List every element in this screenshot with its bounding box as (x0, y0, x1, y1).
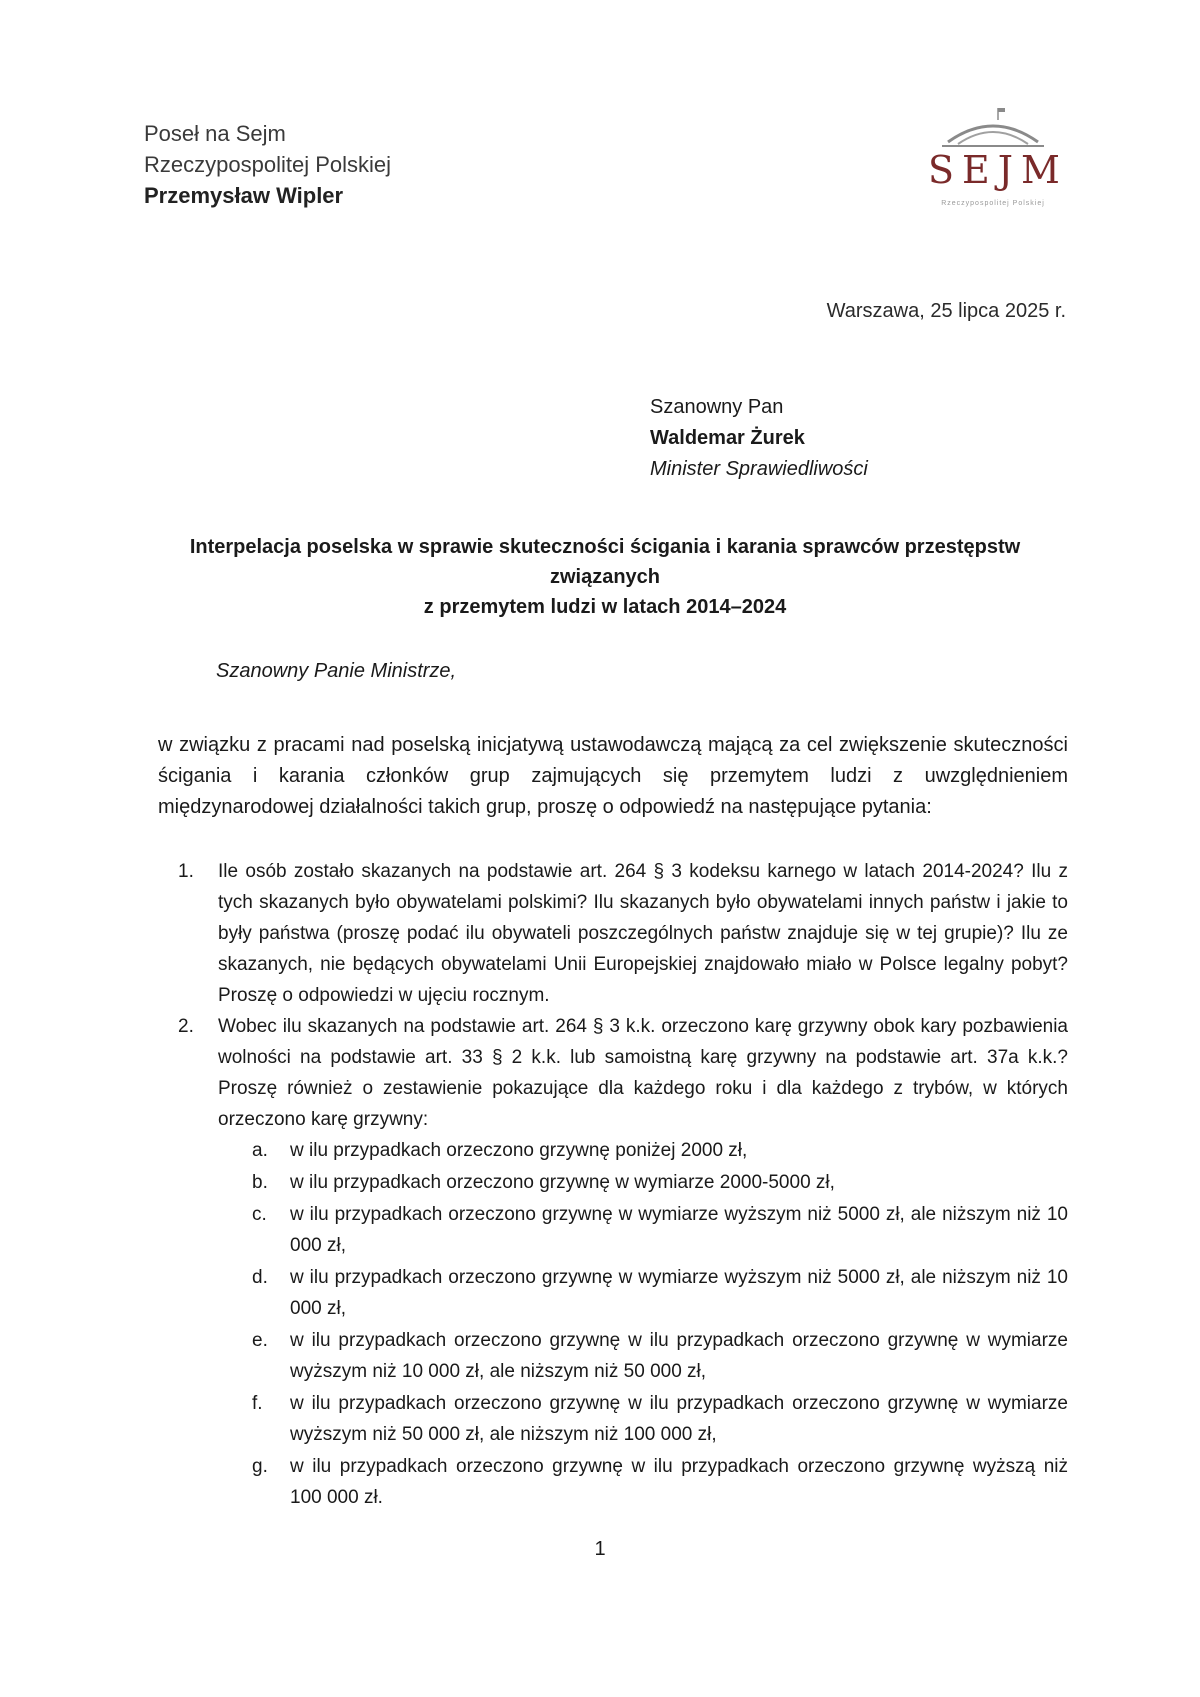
sub-item-letter: a. (252, 1140, 268, 1161)
addressee-name: Waldemar Żurek (650, 427, 805, 449)
sub-item-letter: d. (252, 1267, 268, 1288)
sub-item (218, 1388, 1068, 1450)
sub-item (218, 1262, 1068, 1324)
fine-ranges-list (218, 1135, 1068, 1513)
subject-line-1: Interpelacja poselska w sprawie skuteczności ścigania i karania sprawców przestępstw związanych (189, 536, 1021, 588)
addressee-block (650, 392, 868, 485)
greeting: Szanowny Panie Ministrze, (216, 660, 457, 682)
intro-paragraph: w związku z pracami nad poselską inicjatywą ustawodawczą mającą za cel zwiększenie skuteczności ścigania i karania członków grup zajmujących się przemytem ludzi z uwzględnieniem międzynarodowej działalności takich grup, proszę o odpowiedź na następujące pytania: (158, 734, 1068, 818)
sender-line-2: Rzeczypospolitej Polskiej (144, 152, 391, 177)
sejm-logo (928, 104, 1068, 214)
sub-item (218, 1325, 1068, 1387)
sub-item-letter: e. (252, 1330, 268, 1351)
sejm-logo-subtitle: Rzeczypospolitej Polskiej (941, 200, 1045, 207)
interpellation-subject (144, 532, 1066, 622)
sub-item-letter: b. (252, 1172, 268, 1193)
sub-item-text: w ilu przypadkach orzeczono grzywnę w wymiarze 2000-5000 zł, (290, 1172, 835, 1193)
sub-item-text: w ilu przypadkach orzeczono grzywnę w ilu przypadkach orzeczono grzywnę w wymiarze wyższym niż 50 000 zł, ale niższym niż 100 000 zł, (290, 1393, 1068, 1445)
subject-line-2: z przemytem ludzi w latach 2014–2024 (423, 596, 787, 618)
question-number: 2. (178, 1016, 194, 1037)
letter-date: Warszawa, 25 lipca 2025 r. (826, 300, 1066, 322)
questions-list (158, 856, 1068, 1514)
sub-item-letter: c. (252, 1204, 267, 1225)
sub-item (218, 1135, 1068, 1166)
sub-item-letter: g. (252, 1456, 268, 1477)
addressee-title: Minister Sprawiedliwości (650, 458, 868, 480)
question-item (158, 856, 1068, 1011)
sender-line-1: Poseł na Sejm (144, 121, 286, 146)
sub-item-text: w ilu przypadkach orzeczono grzywnę w wymiarze wyższym niż 5000 zł, ale niższym niż 10 000 zł, (290, 1204, 1068, 1256)
question-number: 1. (178, 861, 194, 882)
sender-name: Przemysław Wipler (144, 183, 344, 208)
sub-item (218, 1451, 1068, 1513)
sub-item-text: w ilu przypadkach orzeczono grzywnę w wymiarze wyższym niż 5000 zł, ale niższym niż 10 000 zł, (290, 1267, 1068, 1319)
sub-item-text: w ilu przypadkach orzeczono grzywnę poniżej 2000 zł, (290, 1140, 748, 1161)
sub-item-text: w ilu przypadkach orzeczono grzywnę w ilu przypadkach orzeczono grzywnę w wymiarze wyższym niż 10 000 zł, ale niższym niż 50 000 zł, (290, 1330, 1068, 1382)
sub-item-letter: f. (252, 1393, 263, 1414)
sub-item-text: w ilu przypadkach orzeczono grzywnę w ilu przypadkach orzeczono grzywnę wyższą niż 100 000 zł. (290, 1456, 1068, 1508)
question-item (158, 1011, 1068, 1513)
addressee-salutation: Szanowny Pan (650, 396, 784, 418)
sender-block (144, 118, 391, 211)
question-text: Wobec ilu skazanych na podstawie art. 264 § 3 k.k. orzeczono karę grzywny obok kary pozbawienia wolności na podstawie art. 33 § 2 k.k. lub samoistną karę grzywny na podstawie art. 37a k.k.? Proszę również o zestawienie pokazujące dla każdego roku i dla każdego z trybów, w których orzeczono karę grzywny: (218, 1016, 1068, 1130)
sub-item (218, 1199, 1068, 1261)
question-text: Ile osób zostało skazanych na podstawie art. 264 § 3 kodeksu karnego w latach 2014-2024? Ilu z tych skazanych było obywatelami polskimi? Ilu skazanych było obywatelami innych państw i jakie to były państwa (proszę podać ilu obywateli poszczególnych państw znajduje się w tej grupie)? Ilu ze skazanych, nie będących obywatelami Unii Europejskiej znajdowało miało w Polsce legalny pobyt? Proszę o odpowiedzi w ujęciu rocznym. (218, 861, 1068, 1006)
sejm-logo-word: SEJM (928, 148, 1068, 192)
page-number: 1 (594, 1538, 606, 1560)
sejm-building-icon (928, 104, 1058, 150)
sub-item (218, 1167, 1068, 1198)
